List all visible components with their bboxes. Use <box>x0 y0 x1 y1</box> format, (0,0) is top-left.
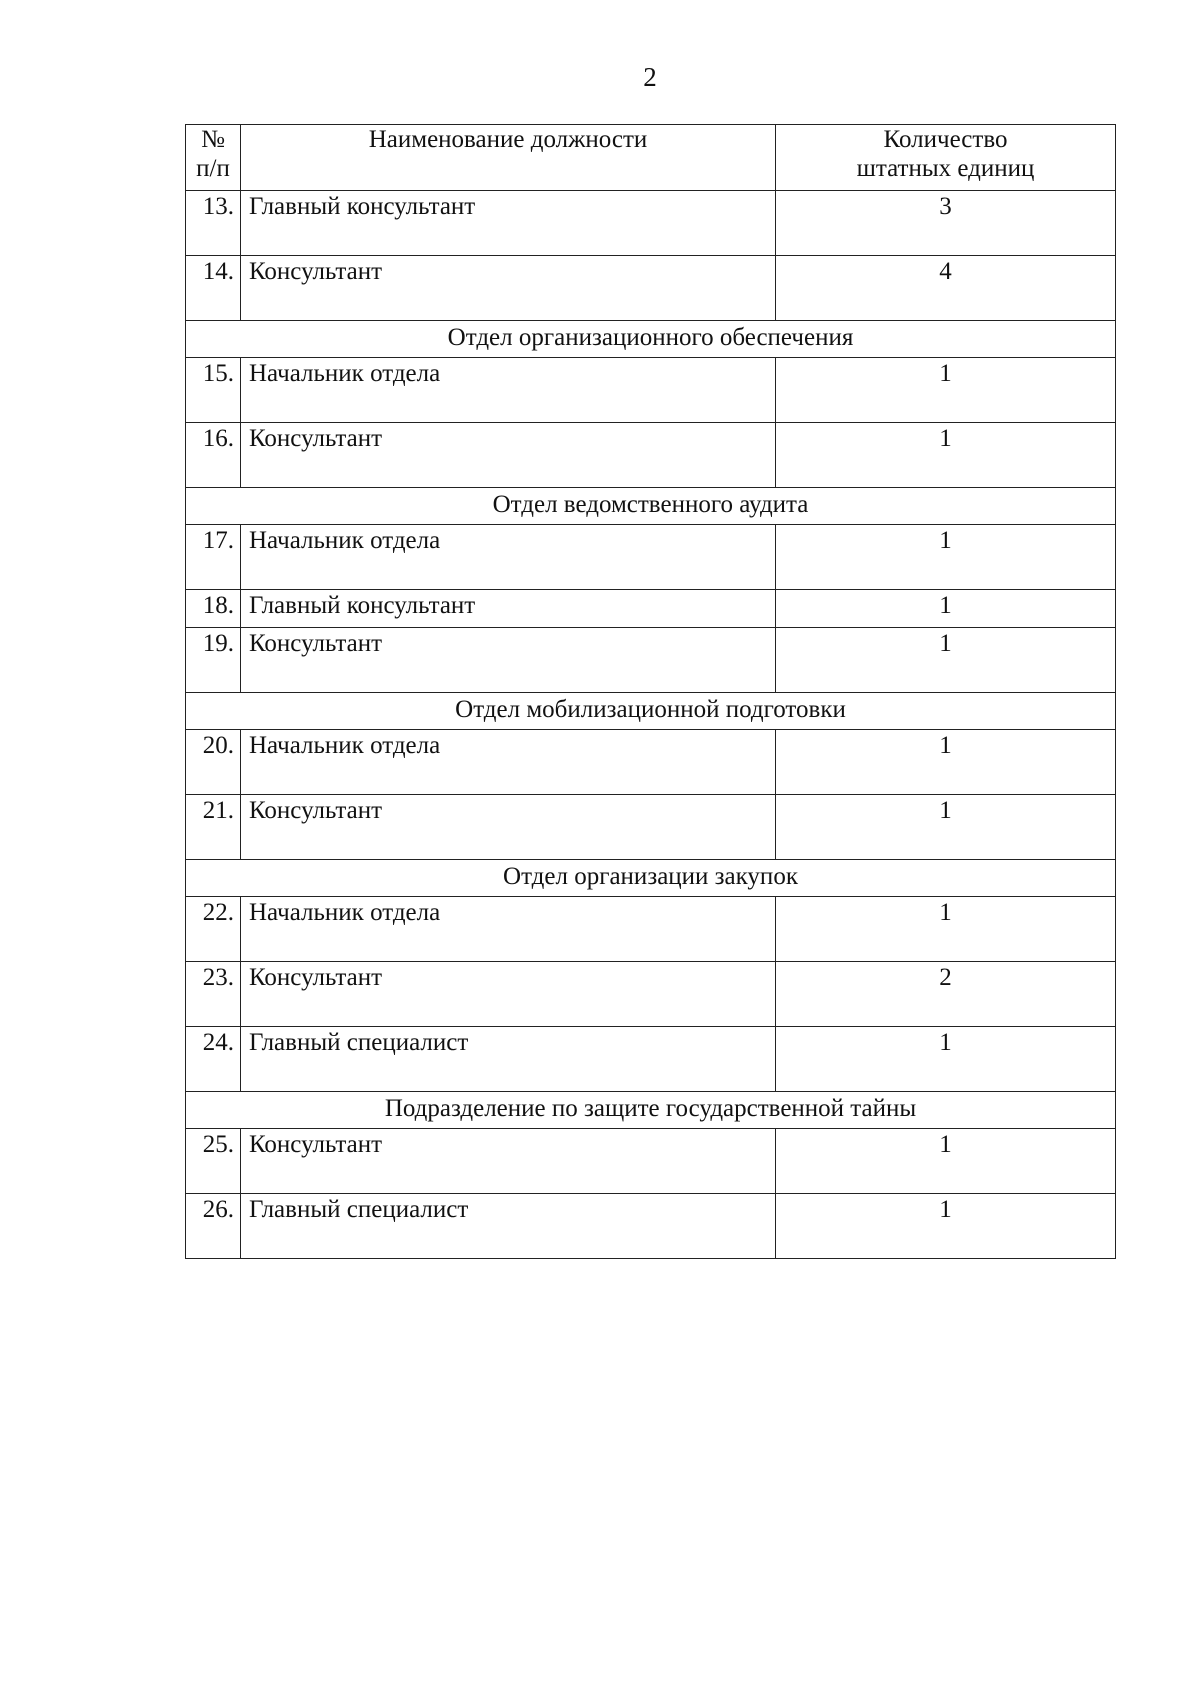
position-name: Консультант <box>241 1129 776 1194</box>
section-header-row <box>186 488 1116 525</box>
table-row <box>186 730 1116 795</box>
staff-count: 1 <box>776 897 1116 962</box>
section-header-row <box>186 693 1116 730</box>
table-row <box>186 423 1116 488</box>
staff-count: 2 <box>776 962 1116 1027</box>
table-row <box>186 1129 1116 1194</box>
header-number: № п/п <box>186 125 241 191</box>
position-name: Консультант <box>241 962 776 1027</box>
position-name: Консультант <box>241 423 776 488</box>
table-header-row <box>186 125 1116 191</box>
section-title: Отдел организационного обеспечения <box>186 321 1116 358</box>
position-name: Главный специалист <box>241 1194 776 1259</box>
row-number: 24. <box>186 1027 241 1092</box>
row-number: 15. <box>186 358 241 423</box>
table-row <box>186 628 1116 693</box>
table-row <box>186 1194 1116 1259</box>
table-row <box>186 897 1116 962</box>
staff-count: 4 <box>776 256 1116 321</box>
position-name: Начальник отдела <box>241 897 776 962</box>
position-name: Консультант <box>241 256 776 321</box>
row-number: 18. <box>186 590 241 628</box>
position-name: Консультант <box>241 795 776 860</box>
position-name: Главный консультант <box>241 191 776 256</box>
section-title: Отдел ведомственного аудита <box>186 488 1116 525</box>
position-name: Начальник отдела <box>241 730 776 795</box>
row-number: 20. <box>186 730 241 795</box>
table-row <box>186 525 1116 590</box>
position-name: Консультант <box>241 628 776 693</box>
section-header-row <box>186 860 1116 897</box>
table-row <box>186 795 1116 860</box>
staff-count: 1 <box>776 730 1116 795</box>
header-staff-count: Количество штатных единиц <box>776 125 1116 191</box>
row-number: 22. <box>186 897 241 962</box>
row-number: 23. <box>186 962 241 1027</box>
table-row <box>186 256 1116 321</box>
table-row <box>186 590 1116 628</box>
section-header-row <box>186 1092 1116 1129</box>
row-number: 26. <box>186 1194 241 1259</box>
staff-count: 1 <box>776 423 1116 488</box>
section-title: Отдел организации закупок <box>186 860 1116 897</box>
staff-count: 1 <box>776 1129 1116 1194</box>
staff-count: 1 <box>776 795 1116 860</box>
row-number: 21. <box>186 795 241 860</box>
staff-count: 1 <box>776 1194 1116 1259</box>
staff-count: 1 <box>776 590 1116 628</box>
row-number: 25. <box>186 1129 241 1194</box>
position-name: Начальник отдела <box>241 358 776 423</box>
row-number: 17. <box>186 525 241 590</box>
header-position-name: Наименование должности <box>241 125 776 191</box>
table-row <box>186 962 1116 1027</box>
staff-table <box>185 124 1116 1259</box>
row-number: 13. <box>186 191 241 256</box>
page-number: 2 <box>643 62 657 92</box>
staff-count: 3 <box>776 191 1116 256</box>
position-name: Главный специалист <box>241 1027 776 1092</box>
table-body <box>186 191 1116 1259</box>
table-row <box>186 191 1116 256</box>
section-header-row <box>186 321 1116 358</box>
staff-count: 1 <box>776 525 1116 590</box>
row-number: 19. <box>186 628 241 693</box>
row-number: 14. <box>186 256 241 321</box>
row-number: 16. <box>186 423 241 488</box>
section-title: Отдел мобилизационной подготовки <box>186 693 1116 730</box>
position-name: Начальник отдела <box>241 525 776 590</box>
staff-count: 1 <box>776 358 1116 423</box>
section-title: Подразделение по защите государственной тайны <box>186 1092 1116 1129</box>
position-name: Главный консультант <box>241 590 776 628</box>
staff-count: 1 <box>776 1027 1116 1092</box>
table-row <box>186 358 1116 423</box>
staff-count: 1 <box>776 628 1116 693</box>
table-row <box>186 1027 1116 1092</box>
